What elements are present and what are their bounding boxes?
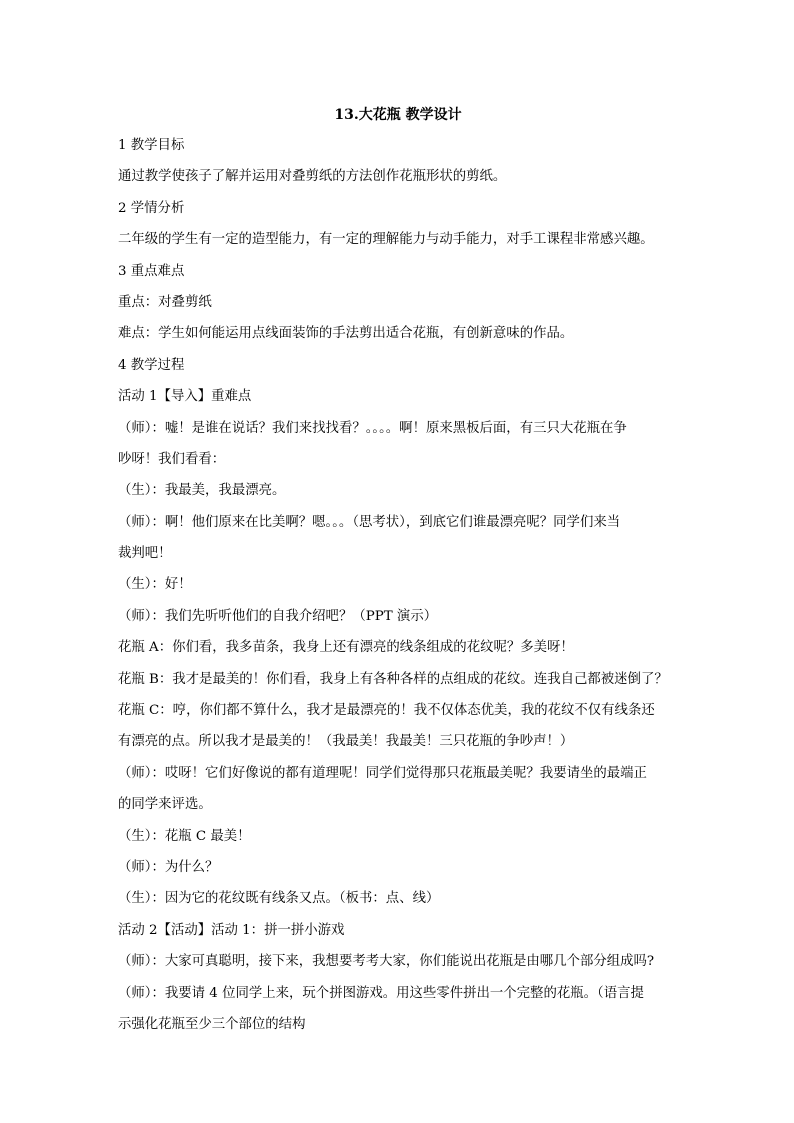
paragraph-line: 通过教学使孩子了解并运用对叠剪纸的方法创作花瓶形状的剪纸。 xyxy=(118,169,507,185)
section-heading-process: 4 教学过程 xyxy=(118,357,185,373)
paragraph-line: （师）：哎呀！它们好像说的都有道理呢！同学们觉得那只花瓶最美呢？我要请坐的最端正 xyxy=(118,765,647,781)
section-heading-key-points: 3 重点难点 xyxy=(118,263,185,279)
paragraph-line: 示强化花瓶至少三个部位的结构 xyxy=(118,1016,306,1032)
paragraph-line: 裁判吧！ xyxy=(118,546,172,562)
paragraph-line: （师）：大家可真聪明，接下来，我想要考考大家，你们能说出花瓶是由哪几个部分组成吗? xyxy=(118,954,655,970)
paragraph-line: 难点：学生如何能运用点线面装饰的手法剪出适合花瓶，有创新意味的作品。 xyxy=(118,326,574,342)
paragraph-line: 花瓶 A：你们看，我多苗条，我身上还有漂亮的线条组成的花纹呢？多美呀！ xyxy=(118,640,574,656)
paragraph-line: 吵呀！我们看看： xyxy=(118,451,226,467)
paragraph-line: （师）：啊！他们原来在比美啊？嗯。。。（思考状），到底它们谁最漂亮呢？同学们来当 xyxy=(118,514,621,530)
activity-heading: 活动 2【活动】活动 1：拼一拼小游戏 xyxy=(118,922,345,938)
paragraph-line: （师）：我们先听听他们的自我介绍吧？（PPT 演示） xyxy=(118,608,438,624)
section-heading-analysis: 2 学情分析 xyxy=(118,200,185,216)
paragraph-line: （师）：我要请 4 位同学上来，玩个拼图游戏。用这些零件拼出一个完整的花瓶。（语言提 xyxy=(118,985,644,1001)
section-heading-objectives: 1 教学目标 xyxy=(118,138,185,153)
document-body xyxy=(118,130,678,1040)
paragraph-line: （生）：好！ xyxy=(118,577,192,593)
paragraph-line: （生）：因为它的花纹既有线条又点。（板书：点、线） xyxy=(118,891,440,907)
paragraph-line: 花瓶 B：我才是最美的！你们看，我身上有各种各样的点组成的花纹。连我自己都被迷倒了？ xyxy=(118,671,668,687)
paragraph-line: 重点：对叠剪纸 xyxy=(118,294,212,310)
activity-heading: 活动 1【导入】重难点 xyxy=(118,389,252,405)
paragraph-line: （师）：为什么？ xyxy=(118,859,219,875)
paragraph-line: 有漂亮的点。所以我才是最美的！（我最美！我最美！三只花瓶的争吵声！） xyxy=(118,734,574,750)
paragraph-line: （生）：我最美，我最漂亮。 xyxy=(118,483,286,499)
document-title: 13.大花瓶 教学设计 xyxy=(334,107,462,123)
paragraph-line: 的同学来评选。 xyxy=(118,797,212,813)
paragraph-line: 二年级的学生有一定的造型能力，有一定的理解能力与动手能力，对手工课程非常感兴趣。 xyxy=(118,232,654,248)
paragraph-line: （生）：花瓶 C 最美！ xyxy=(118,828,251,844)
paragraph-line: （师）：嘘！是谁在说话？我们来找找看？。。。。啊！原来黑板后面，有三只大花瓶在争 xyxy=(118,420,627,436)
document-page xyxy=(118,100,678,1040)
paragraph-line: 花瓶 C：哼，你们都不算什么，我才是最漂亮的！我不仅体态优美，我的花纹不仅有线条还 xyxy=(118,703,655,719)
